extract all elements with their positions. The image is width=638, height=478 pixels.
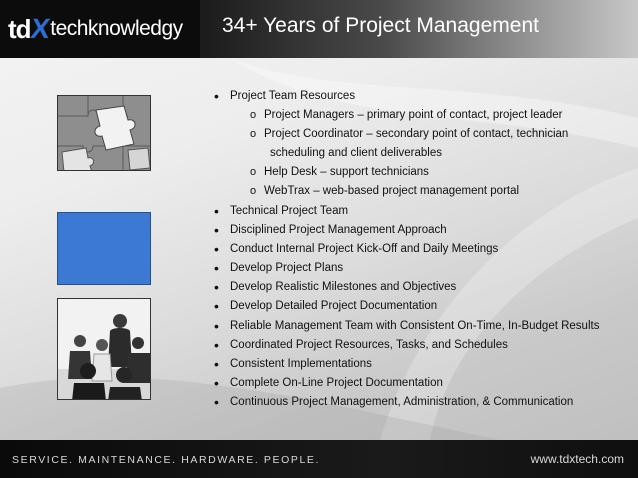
- sub-bullet-text: scheduling and client deliverables: [270, 147, 442, 159]
- logo-area: [0, 0, 200, 58]
- business-meeting-image: [57, 298, 151, 400]
- bullet-text: Reliable Management Team with Consistent On-Time, In-Budget Results: [230, 320, 600, 332]
- footer-bar: [0, 440, 638, 478]
- sub-bullet-text: WebTrax – web-based project management portal: [264, 185, 520, 197]
- bullet-marker: •: [214, 318, 219, 334]
- logo-text-x: X: [28, 13, 52, 44]
- puzzle-icon: [58, 96, 151, 171]
- sub-bullet-marker: o: [250, 109, 257, 121]
- sub-bullet-text: Project Coordinator – secondary point of contact, technician: [264, 128, 569, 140]
- bullet-marker: •: [214, 356, 219, 372]
- slide-title: 34+ Years of Project Management: [222, 14, 539, 37]
- sub-bullet-text: Project Managers – primary point of contact, project leader: [264, 109, 563, 121]
- bullet-text: Conduct Internal Project Kick-Off and Daily Meetings: [230, 243, 499, 255]
- bullet-marker: •: [214, 222, 219, 238]
- bullet-marker: •: [214, 260, 219, 276]
- bullet-text: Technical Project Team: [230, 205, 349, 217]
- bullet-marker: •: [214, 279, 219, 295]
- bullet-text: Continuous Project Management, Administration, & Communication: [230, 396, 574, 408]
- bullet-marker: •: [214, 203, 219, 219]
- bullet-text: Develop Project Plans: [230, 262, 344, 274]
- bullet-text: Consistent Implementations: [230, 358, 372, 370]
- footer-url-link[interactable]: www.tdxtech.com: [530, 452, 624, 466]
- bullet-marker: •: [214, 394, 219, 410]
- sub-bullet-marker: o: [250, 128, 257, 140]
- sub-bullet-marker: o: [250, 166, 257, 178]
- bullet-marker: •: [214, 88, 219, 104]
- meeting-people-icon: [58, 299, 151, 400]
- logo-text-td: td: [8, 13, 31, 44]
- header-bar: [0, 0, 638, 58]
- blue-color-block: [57, 212, 151, 285]
- bullet-text: Disciplined Project Management Approach: [230, 224, 447, 236]
- bullet-marker: •: [214, 241, 219, 257]
- sub-bullet-text: Help Desk – support technicians: [264, 166, 429, 178]
- bullet-text: Project Team Resources: [230, 90, 356, 102]
- bullet-text: Coordinated Project Resources, Tasks, and Schedules: [230, 339, 508, 351]
- tdx-logo: [8, 14, 183, 44]
- sub-bullet-marker: o: [250, 185, 257, 197]
- footer-tagline: SERVICE. MAINTENANCE. HARDWARE. PEOPLE.: [12, 454, 321, 466]
- puzzle-pieces-image: [57, 95, 151, 171]
- bullet-marker: •: [214, 298, 219, 314]
- bullet-text: Complete On-Line Project Documentation: [230, 377, 443, 389]
- bullet-marker: •: [214, 337, 219, 353]
- bullet-marker: •: [214, 375, 219, 391]
- bullet-text: Develop Realistic Milestones and Objectives: [230, 281, 457, 293]
- bullet-text: Develop Detailed Project Documentation: [230, 300, 438, 312]
- logo-text-name: techknowledgy: [50, 17, 183, 40]
